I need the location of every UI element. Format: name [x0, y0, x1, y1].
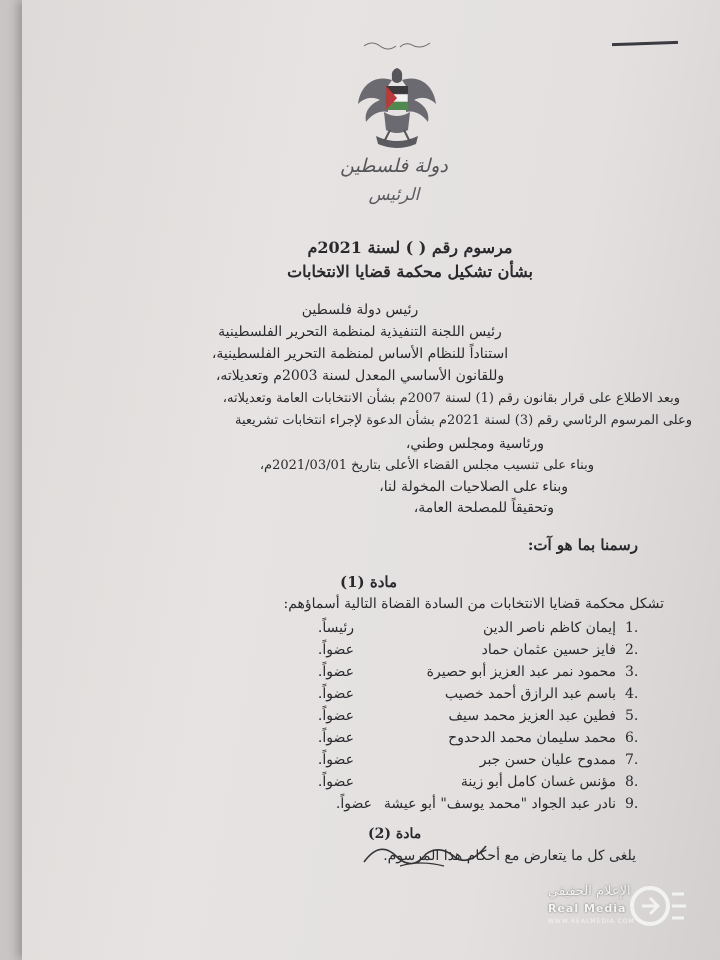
member-role: عضواً.	[317, 774, 354, 790]
member-number: 4.	[625, 686, 639, 702]
member-number: 3.	[625, 664, 639, 680]
preamble-line-7: ورئاسية ومجلس وطني،	[405, 436, 544, 452]
member-role: عضواً.	[317, 752, 354, 768]
member-row	[0, 642, 720, 664]
decree-statement: رسمنا بما هو آت:	[527, 536, 638, 554]
handwritten-signature	[360, 832, 490, 872]
member-role: عضواً.	[317, 664, 354, 680]
real-media-logo-icon	[628, 884, 688, 928]
preamble-line-9: وبناء على الصلاحيات المخولة لنا،	[379, 479, 568, 495]
member-name: ممدوح عليان حسن جبر	[479, 752, 616, 768]
member-role: عضواً.	[317, 642, 354, 658]
preamble-line-2: رئيس اللجنة التنفيذية لمنظمة التحرير الفلسطينية	[218, 324, 502, 340]
watermark-url: WWW.REALMEDIA.COM	[548, 918, 635, 925]
decree-subject: بشأن تشكيل محكمة قضايا الانتخابات	[287, 262, 533, 281]
member-name: محمد سليمان محمد الدحدوح	[448, 730, 616, 746]
article-1-heading: مادة (1)	[340, 573, 398, 591]
member-row	[0, 752, 720, 774]
state-name-calligraphy	[330, 150, 458, 210]
member-number: 6.	[625, 730, 639, 746]
member-name: مؤنس غسان كامل أبو زينة	[460, 774, 616, 790]
preamble-line-6: وعلى المرسوم الرئاسي رقم (3) لسنة 2021م بشأن الدعوة لإجراء انتخابات تشريعية	[234, 413, 692, 428]
member-name: نادر عبد الجواد "محمد يوسف" أبو عيشة	[383, 796, 616, 812]
watermark-arabic: الإعلام الحقيقي	[548, 884, 631, 899]
state-name-text: دولة فلسطين	[340, 155, 448, 177]
preamble-line-1: رئيس دولة فلسطين	[301, 302, 419, 318]
preamble-line-8: وبناء على تنسيب مجلس القضاء الأعلى بتاريخ 2021/03/01م،	[259, 458, 594, 473]
member-role: عضواً.	[317, 686, 354, 702]
member-name: باسم عبد الرازق أحمد خصيب	[444, 686, 616, 702]
member-role: رئيساً.	[317, 620, 354, 636]
article-2-heading: مادة (2)	[368, 826, 422, 842]
member-role: عضواً.	[317, 708, 354, 724]
member-name: فايز حسين عثمان حماد	[481, 642, 616, 658]
article-1-intro: تشكل محكمة قضايا الانتخابات من السادة القضاة التالية أسماؤهم:	[283, 596, 664, 612]
member-row	[0, 774, 720, 796]
article-2-text: يلغى كل ما يتعارض مع أحكام هذا المرسوم.	[383, 848, 636, 864]
member-role: عضواً.	[317, 730, 354, 746]
preamble-line-3: استناداً للنظام الأساس لمنظمة التحرير الفلسطينية،	[211, 346, 509, 362]
palestine-eagle-emblem-icon	[354, 60, 440, 160]
preamble-line-4: وللقانون الأساسي المعدل لسنة 2003م وتعديلاته،	[215, 368, 505, 384]
member-name: فطين عبد العزيز محمد سيف	[448, 708, 616, 724]
member-row	[0, 686, 720, 708]
member-name: محمود نمر عبد العزيز أبو حصيرة	[426, 664, 616, 680]
member-number: 1.	[625, 620, 639, 636]
member-name: إيمان كاظم ناصر الدين	[483, 620, 616, 636]
member-row	[0, 796, 720, 818]
member-number: 9.	[625, 796, 639, 812]
member-row	[0, 708, 720, 730]
member-row	[0, 730, 720, 752]
member-number: 7.	[625, 752, 639, 768]
member-row	[0, 664, 720, 686]
member-number: 2.	[625, 642, 639, 658]
member-number: 8.	[625, 774, 639, 790]
decree-title: مرسوم رقم ( ) لسنة 2021م	[307, 238, 513, 257]
preamble-line-5: وبعد الاطلاع على قرار بقانون رقم (1) لسنة 2007م بشأن الانتخابات العامة وتعديلاته،	[222, 391, 680, 406]
member-role: عضواً.	[335, 796, 372, 812]
member-row	[0, 620, 720, 642]
preamble-line-10: وتحقيقاً للمصلحة العامة،	[413, 500, 554, 516]
watermark-english: Real Media	[548, 902, 627, 915]
member-number: 5.	[625, 708, 639, 724]
office-name-text: الرئيس	[368, 185, 420, 205]
header-calligraphy-mark	[362, 38, 432, 50]
